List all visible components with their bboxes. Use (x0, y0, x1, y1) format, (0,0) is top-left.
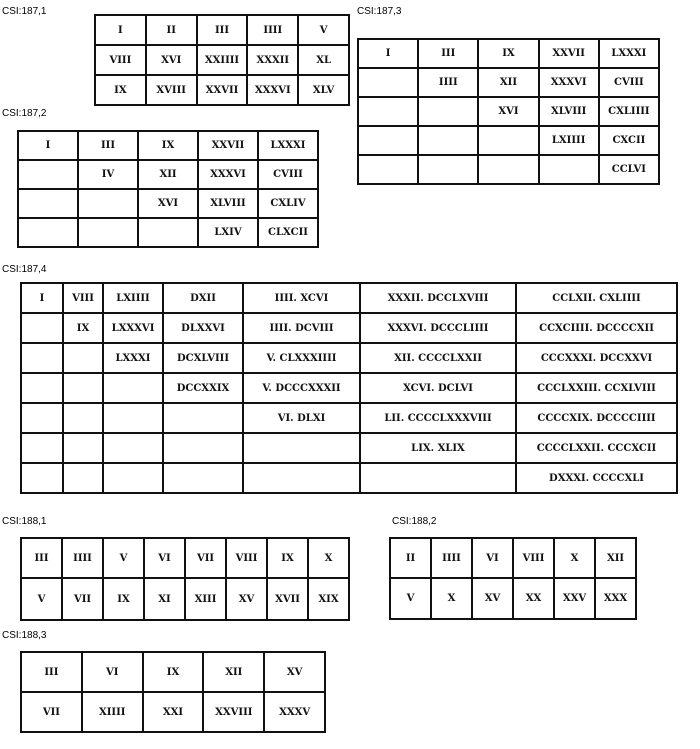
table-cell: XLVIII (198, 189, 258, 218)
table-cell: II (146, 15, 197, 45)
table-cell (18, 160, 78, 189)
table-cell: CXCII (599, 126, 659, 155)
table-cell: XXXV (264, 692, 325, 732)
table-cell: IIII. XCVI (243, 283, 360, 313)
table-cell: IX (63, 313, 103, 343)
table-cell (63, 343, 103, 373)
table-label: CSI:188,3 (2, 630, 47, 641)
table-cell: VIII (95, 45, 146, 75)
table-cell: LXXXI (103, 343, 163, 373)
table-cell: LXXXI (258, 131, 318, 160)
table-cell: V (298, 15, 349, 45)
table-cell: XII (203, 652, 264, 692)
table-cell: V (390, 578, 431, 619)
table-cell: IIII (247, 15, 298, 45)
table-cell: XXV (554, 578, 595, 619)
table-cell: LXIIII (103, 283, 163, 313)
table-label: CSI:188,1 (2, 516, 47, 527)
table-cell (163, 433, 243, 463)
table-cell (21, 463, 63, 493)
table-cell: VII (62, 578, 103, 620)
table-cell: XII (595, 538, 636, 578)
table-cell (243, 433, 360, 463)
table-cell: CCCCXIX. DCCCCIIII (516, 403, 677, 433)
table-cell (21, 313, 63, 343)
table-cell: XIIII (82, 692, 143, 732)
table-cell: DLXXVI (163, 313, 243, 343)
table-cell (163, 403, 243, 433)
table-cell: IX (103, 578, 144, 620)
table-cell: XXXVI (247, 75, 298, 105)
table-cell: LII. CCCCLXXXVIII (360, 403, 516, 433)
table-cell: XI (144, 578, 185, 620)
table-cell: IX (478, 39, 538, 68)
table-cell: LXIIII (539, 126, 599, 155)
table-cell: XXXVI (539, 68, 599, 97)
table-cell: XCVI. DCLVI (360, 373, 516, 403)
table-cell: LIX. XLIX (360, 433, 516, 463)
table-cell: IX (95, 75, 146, 105)
table-csi-187-1 (94, 14, 350, 106)
table-csi-187-4 (20, 282, 678, 494)
table-cell: XXIIII (197, 45, 248, 75)
table-cell (103, 433, 163, 463)
table-cell: X (308, 538, 349, 578)
table-cell: IX (138, 131, 198, 160)
table-csi-187-3 (357, 38, 660, 185)
table-cell: VI (82, 652, 143, 692)
table-cell: IIII (62, 538, 103, 578)
table-cell: CCLXII. CXLIIII (516, 283, 677, 313)
table-csi-188-2 (389, 537, 637, 620)
table-cell (78, 218, 138, 247)
table-csi-187-2 (17, 130, 319, 248)
table-cell: XIX (308, 578, 349, 620)
table-cell: XLV (298, 75, 349, 105)
table-cell (360, 463, 516, 493)
table-cell (358, 155, 418, 184)
table-cell: VI (144, 538, 185, 578)
table-cell: XVI (478, 97, 538, 126)
table-cell: XX (513, 578, 554, 619)
table-cell: CCCCLXXII. CCCXCII (516, 433, 677, 463)
table-cell: XXVII (539, 39, 599, 68)
table-label: CSI:187,3 (357, 6, 402, 17)
table-cell: XII (138, 160, 198, 189)
table-cell (418, 97, 478, 126)
table-cell: III (78, 131, 138, 160)
table-label: CSI:188,2 (392, 516, 437, 527)
table-label: CSI:187,2 (2, 108, 47, 119)
table-cell: XXXVI. DCCCLIIII (360, 313, 516, 343)
table-cell: XIII (185, 578, 226, 620)
table-cell (21, 373, 63, 403)
table-cell: XXI (143, 692, 204, 732)
table-cell (418, 155, 478, 184)
table-cell: VI (472, 538, 513, 578)
table-cell: XXXVI (198, 160, 258, 189)
table-cell (18, 218, 78, 247)
table-cell: CVIII (599, 68, 659, 97)
table-cell: DXXXI. CCCCXLI (516, 463, 677, 493)
table-cell: XL (298, 45, 349, 75)
table-cell: III (197, 15, 248, 45)
table-cell: V. DCCCXXXII (243, 373, 360, 403)
table-cell: XXVII (197, 75, 248, 105)
table-cell (138, 218, 198, 247)
table-cell: CLXCII (258, 218, 318, 247)
table-cell (21, 433, 63, 463)
table-cell: CXLIV (258, 189, 318, 218)
table-cell: X (431, 578, 472, 619)
table-cell (358, 126, 418, 155)
table-cell: XXXII (247, 45, 298, 75)
table-cell: V. CLXXXIIII (243, 343, 360, 373)
table-cell: CCLVI (599, 155, 659, 184)
table-cell (21, 403, 63, 433)
table-cell (358, 97, 418, 126)
table-cell: XXX (595, 578, 636, 619)
table-cell: I (358, 39, 418, 68)
table-cell: VII (21, 692, 82, 732)
table-cell: XII. CCCCLXXII (360, 343, 516, 373)
table-csi-188-1 (20, 537, 350, 621)
table-cell: DXII (163, 283, 243, 313)
table-cell: VII (185, 538, 226, 578)
table-cell: II (390, 538, 431, 578)
table-cell: IIII (431, 538, 472, 578)
table-cell: DCXLVIII (163, 343, 243, 373)
table-cell: LXXXVI (103, 313, 163, 343)
table-cell: CXLIIII (599, 97, 659, 126)
table-cell (21, 343, 63, 373)
table-cell: CCCXXXI. DCCXXVI (516, 343, 677, 373)
table-cell: III (21, 538, 62, 578)
table-cell: XV (264, 652, 325, 692)
table-cell: V (21, 578, 62, 620)
table-cell: IIII. DCVIII (243, 313, 360, 343)
table-csi-188-3 (20, 651, 326, 733)
table-cell: VIII (63, 283, 103, 313)
table-cell: XVI (146, 45, 197, 75)
table-cell: IIII (418, 68, 478, 97)
table-cell: LXXXI (599, 39, 659, 68)
table-cell (163, 463, 243, 493)
table-cell: CCXCIIII. DCCCCXII (516, 313, 677, 343)
table-cell: XVIII (146, 75, 197, 105)
table-cell (243, 463, 360, 493)
table-cell: XV (472, 578, 513, 619)
table-cell: V (103, 538, 144, 578)
table-cell: VIII (226, 538, 267, 578)
table-cell (63, 403, 103, 433)
table-cell (63, 463, 103, 493)
table-cell (103, 373, 163, 403)
table-cell (63, 433, 103, 463)
table-cell (478, 155, 538, 184)
table-cell (63, 373, 103, 403)
table-cell: DCCXXIX (163, 373, 243, 403)
table-cell (478, 126, 538, 155)
table-cell: CCCLXXIII. CCXLVIII (516, 373, 677, 403)
table-cell: VI. DLXI (243, 403, 360, 433)
table-cell: XII (478, 68, 538, 97)
table-cell: XXVII (198, 131, 258, 160)
table-cell (18, 189, 78, 218)
table-cell (78, 189, 138, 218)
table-label: CSI:187,4 (2, 264, 47, 275)
table-cell: IX (267, 538, 308, 578)
table-cell: X (554, 538, 595, 578)
table-cell: XLVIII (539, 97, 599, 126)
table-cell: CVIII (258, 160, 318, 189)
table-cell: XXVIII (203, 692, 264, 732)
table-cell: XXXII. DCCLXVIII (360, 283, 516, 313)
table-cell: XVII (267, 578, 308, 620)
table-cell: I (18, 131, 78, 160)
table-cell: VIII (513, 538, 554, 578)
table-cell (358, 68, 418, 97)
table-cell (418, 126, 478, 155)
table-cell: III (418, 39, 478, 68)
table-cell: LXIV (198, 218, 258, 247)
table-cell: I (95, 15, 146, 45)
table-cell: XV (226, 578, 267, 620)
table-cell: IX (143, 652, 204, 692)
table-label: CSI:187,1 (2, 6, 47, 17)
table-cell: IV (78, 160, 138, 189)
table-cell: III (21, 652, 82, 692)
table-cell: I (21, 283, 63, 313)
table-cell (103, 403, 163, 433)
table-cell (539, 155, 599, 184)
table-cell: XVI (138, 189, 198, 218)
table-cell (103, 463, 163, 493)
